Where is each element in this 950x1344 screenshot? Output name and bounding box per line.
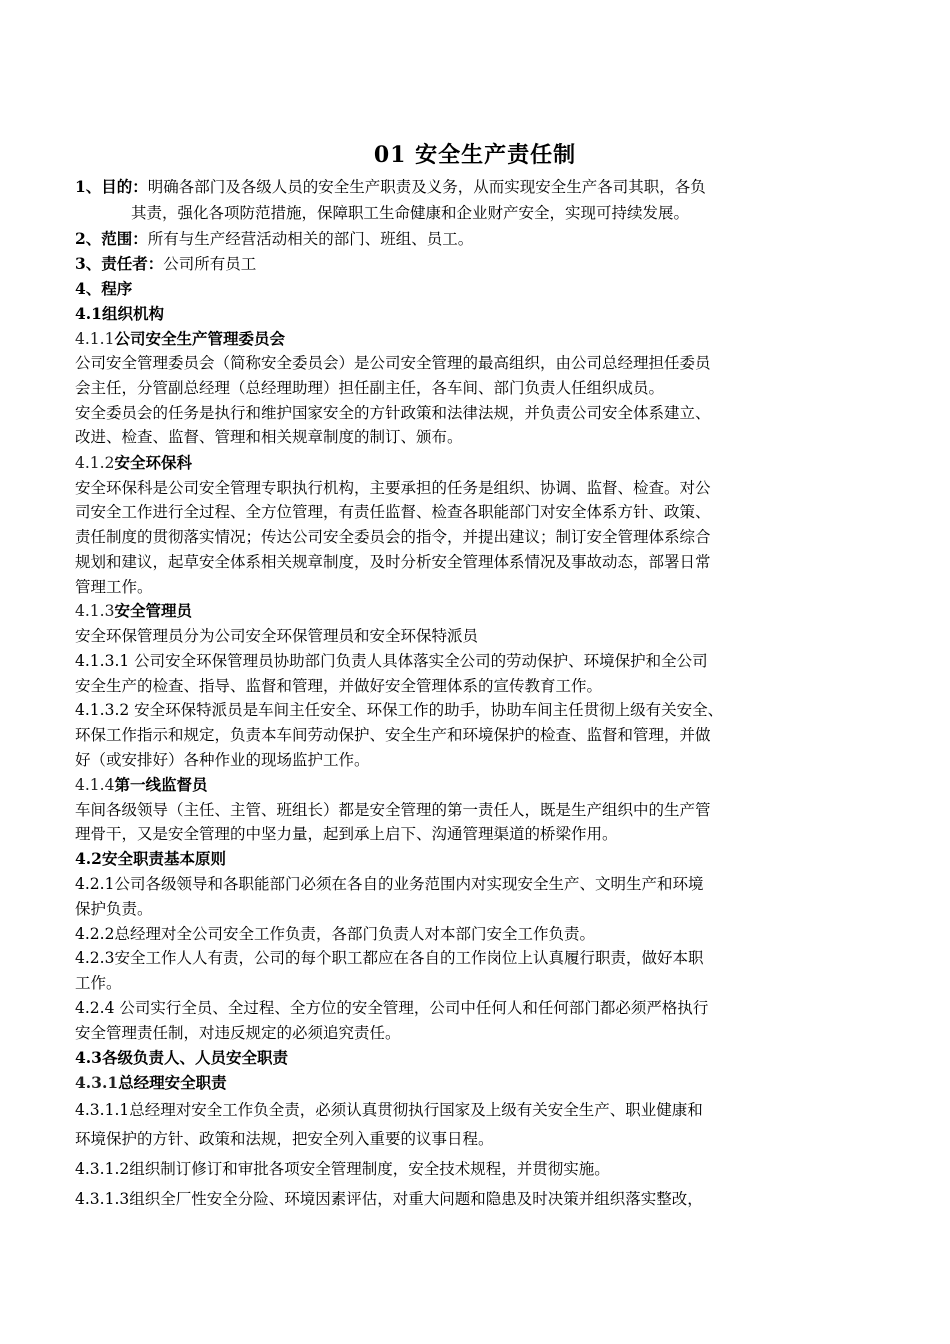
- paragraph-line: 车间各级领导（主任、主管、班组长）都是安全管理的第一责任人，既是生产组织中的生产管: [75, 801, 711, 819]
- paragraph-line: 好（或安排好）各种作业的现场监护工作。: [75, 751, 370, 769]
- section-4-1-3-heading-line: [75, 599, 875, 623]
- section-number: 4.1.2: [75, 454, 115, 472]
- paragraph-line: 公司安全管理委员会（简称安全委员会）是公司安全管理的最高组织，由公司总经理担任委员: [75, 354, 711, 372]
- purpose-text-1: 明确各部门及各级人员的安全生产职责及义务，从而实现安全生产各司其职，各负: [147, 178, 706, 196]
- paragraph-line: 4.3.1.3组织全厂性安全分险、环境因素评估，对重大问题和隐患及时决策并组织落实整改，: [75, 1190, 703, 1208]
- paragraph-line: 会主任，分管副总经理（总经理助理）担任副主任，各车间、部门负责人任组织成员。: [75, 379, 665, 397]
- procedure-heading: 4、程序: [75, 279, 133, 298]
- paragraph-line: 4.3.1.2组织制订修订和审批各项安全管理制度，安全技术规程，并贯彻实施。: [75, 1160, 610, 1178]
- section-4-1-2-heading-line: [75, 451, 875, 475]
- paragraph-line: 管理工作。: [75, 578, 153, 596]
- paragraph-line: 安全生产的检查、指导、监督和管理，并做好安全管理体系的宣传教育工作。: [75, 677, 603, 695]
- section-number: 4.3.1: [75, 1073, 119, 1092]
- document-title: 01 安全生产责任制: [373, 142, 577, 168]
- section-4-1-heading: 4.1组织机构: [75, 304, 164, 323]
- purpose-text-2: 其责，强化各项防范措施，保障职工生命健康和企业财产安全，实现可持续发展。: [131, 204, 690, 222]
- section-number: 4.1.1: [75, 330, 115, 348]
- paragraph-line: 理骨干，又是安全管理的中坚力量，起到承上启下、沟通管理渠道的桥梁作用。: [75, 825, 618, 843]
- section-4-3-1-heading-line: [75, 1071, 875, 1095]
- paragraph-line: 工作。: [75, 974, 122, 992]
- responsible-text: 公司所有员工: [163, 255, 257, 273]
- responsible-label: 3、责任者：: [75, 254, 164, 273]
- section-4-3-heading: 4.3各级负责人、人员安全职责: [75, 1048, 288, 1067]
- paragraph-line: 4.2.2总经理对全公司安全工作负责，各部门负责人对本部门安全工作负责。: [75, 925, 595, 943]
- paragraph-line: 责任制度的贯彻落实情况；传达公司安全委员会的指令，并提出建议；制订安全管理体系综合: [75, 528, 711, 546]
- paragraph-line: 安全环保科是公司安全管理专职执行机构，主要承担的任务是组织、协调、监督、检查。对公: [75, 479, 711, 497]
- section-heading: 公司安全生产管理委员会: [114, 329, 285, 348]
- section-heading: 总经理安全职责: [118, 1073, 227, 1092]
- paragraph-line: 安全环保管理员分为公司安全环保管理员和安全环保特派员: [75, 627, 479, 645]
- paragraph-line: 4.3.1.1总经理对安全工作负全责，必须认真贯彻执行国家及上级有关安全生产、职业健康和: [75, 1101, 703, 1119]
- section-4-1-4-heading-line: [75, 773, 875, 797]
- paragraph-line: 安全委员会的任务是执行和维护国家安全的方针政策和法律法规，并负责公司安全体系建立、: [75, 404, 711, 422]
- paragraph-line: 规划和建议，起草安全体系相关规章制度，及时分析安全管理体系情况及事故动态，部署日常: [75, 553, 711, 571]
- responsible-line: [75, 252, 875, 276]
- section-4-1-1-heading-line: [75, 327, 875, 351]
- paragraph-line: 安全管理责任制，对违反规定的必须追究责任。: [75, 1024, 401, 1042]
- section-number: 4.1.4: [75, 776, 115, 794]
- paragraph-line: 4.1.3.2 安全环保特派员是车间主任安全、环保工作的助手，协助车间主任贯彻上级有关安全、: [75, 701, 724, 719]
- paragraph-line: 改进、检查、监督、管理和相关规章制度的制订、颁布。: [75, 428, 463, 446]
- paragraph-line: 环境保护的方针、政策和法规，把安全列入重要的议事日程。: [75, 1130, 494, 1148]
- section-heading: 安全环保科: [114, 453, 192, 472]
- paragraph-line: 4.2.4 公司实行全员、全过程、全方位的安全管理，公司中任何人和任何部门都必须严格执行: [75, 999, 709, 1017]
- paragraph-line: 4.2.1公司各级领导和各职能部门必须在各自的业务范围内对实现安全生产、文明生产和环境: [75, 875, 704, 893]
- paragraph-line: 4.1.3.1 公司安全环保管理员协助部门负责人具体落实全公司的劳动保护、环境保护和全公司: [75, 652, 708, 670]
- section-heading: 安全管理员: [114, 601, 192, 620]
- scope-text: 所有与生产经营活动相关的部门、班组、员工。: [147, 230, 474, 248]
- section-4-2-heading: 4.2安全职责基本原则: [75, 849, 226, 868]
- scope-label: 2、范围：: [75, 229, 148, 248]
- purpose-line-1: [75, 175, 875, 199]
- paragraph-line: 4.2.3安全工作人人有责，公司的每个职工都应在各自的工作岗位上认真履行职责，做好本职: [75, 949, 704, 967]
- paragraph-line: 司安全工作进行全过程、全方位管理，有责任监督、检查各职能部门对安全体系方针、政策、: [75, 503, 711, 521]
- purpose-label: 1、目的：: [75, 177, 148, 196]
- scope-line: [75, 227, 875, 251]
- section-heading: 第一线监督员: [114, 775, 208, 794]
- paragraph-line: 保护负责。: [75, 900, 153, 918]
- section-number: 4.1.3: [75, 602, 115, 620]
- paragraph-line: 环保工作指示和规定，负责本车间劳动保护、安全生产和环境保护的检查、监督和管理，并做: [75, 726, 711, 744]
